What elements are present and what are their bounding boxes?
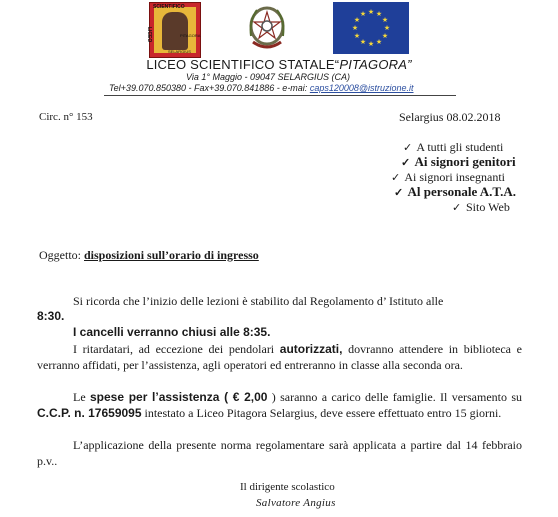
- italian-emblem-icon: [247, 2, 287, 54]
- checkmark-icon: ✓: [391, 172, 401, 184]
- school-contacts: [109, 83, 414, 93]
- p1-text: Si ricorda che l’inizio delle lezioni è stabilito dal Regolamento d’ Istituto alle: [73, 294, 444, 308]
- svg-text:★: ★: [359, 38, 367, 46]
- svg-text:★: ★: [353, 16, 361, 24]
- svg-text:★: ★: [353, 32, 361, 40]
- circular-number: Circ. n° 153: [39, 111, 93, 123]
- recipient-item: [394, 184, 516, 201]
- school-logo-figure: [162, 12, 188, 50]
- eu-flag-icon: [333, 2, 409, 54]
- place-date: Selargius 08.02.2018: [399, 110, 501, 124]
- school-logo-text-name: PITAGORA: [180, 33, 201, 38]
- signature-title: Il dirigente scolastico: [240, 481, 335, 493]
- school-logo-text-top: SCIENTIFICO: [153, 4, 185, 10]
- school-logo: [146, 2, 201, 58]
- school-logo-text-bottom: SELARGIUS: [168, 49, 191, 54]
- paragraph-application: [37, 437, 522, 469]
- school-name-prefix: LICEO SCIENTIFICO STATALE“: [146, 57, 340, 72]
- p3-text-a: I ritardatari, ad eccezione dei pendolari: [73, 342, 280, 356]
- checkmark-icon: ✓: [403, 142, 413, 154]
- p4-text-bold2: C.C.P. n. 17659095: [37, 406, 142, 420]
- svg-text:★: ★: [367, 8, 375, 16]
- recipient-label: Al personale A.T.A.: [407, 184, 517, 199]
- p3-text-bold: autorizzati,: [279, 342, 343, 356]
- school-address: Via 1° Maggio - 09047 SELARGIUS (CA): [186, 72, 351, 82]
- header-divider: [104, 95, 456, 96]
- recipient-item: [401, 154, 516, 171]
- checkmark-icon: ✓: [394, 187, 404, 199]
- recipient-label: A tutti gli studenti: [416, 140, 504, 154]
- p3-text-b: dovranno attendere in biblioteca e verranno affidati, per l’assistenza, agli operatori ed entreranno in classe alla seconda ora.: [37, 342, 522, 372]
- contacts-text: Tel+39.070.850380 - Fax+39.070.841886 - e-mai:: [109, 83, 310, 93]
- p5-text: L’applicazione della presente norma regolamentare sarà applicata a partire dal 14 febbraio p.v..: [37, 438, 522, 468]
- checkmark-icon: ✓: [401, 157, 411, 169]
- subject-text: disposizioni sull’orario di ingresso: [84, 248, 259, 262]
- recipient-label: Ai signori insegnanti: [404, 170, 506, 184]
- svg-text:★: ★: [351, 24, 359, 32]
- svg-text:★: ★: [375, 38, 383, 46]
- p4-text-b: ) saranno a carico delle famiglie. Il versamento su: [267, 390, 523, 404]
- school-logo-text-side: LICEO: [146, 27, 152, 43]
- subject-label: Oggetto:: [39, 248, 81, 262]
- signature-name: Salvatore Angius: [256, 497, 336, 509]
- recipient-label: Ai signori genitori: [414, 154, 516, 169]
- paragraph-gates-closing: I cancelli verranno chiusi alle 8:35.: [73, 325, 271, 339]
- recipient-label: Sito Web: [466, 200, 510, 214]
- checkmark-icon: ✓: [452, 202, 462, 214]
- p4-text-a: Le: [73, 390, 90, 404]
- paragraph-fees: [37, 389, 522, 421]
- start-time: 8:30.: [37, 309, 65, 323]
- paragraph-latecomers: [37, 341, 522, 373]
- svg-text:★: ★: [383, 24, 391, 32]
- recipient-item: [452, 200, 510, 216]
- email-link[interactable]: caps120008@istruzione.it: [309, 83, 414, 93]
- p4-text-bold1: spese per l’assistenza ( € 2,00: [90, 390, 268, 404]
- svg-text:★: ★: [381, 16, 389, 24]
- svg-text:★: ★: [375, 10, 383, 18]
- svg-text:★: ★: [367, 40, 375, 48]
- paragraph-start-time: [73, 293, 522, 309]
- p4-text-c: intestato a Liceo Pitagora Selargius, deve essere effettuato entro 15 giorni.: [141, 406, 502, 420]
- svg-text:★: ★: [359, 10, 367, 18]
- svg-text:★: ★: [381, 32, 389, 40]
- school-name: [0, 57, 558, 72]
- school-name-italic: PITAGORA”: [339, 57, 412, 72]
- subject-line: [39, 248, 259, 263]
